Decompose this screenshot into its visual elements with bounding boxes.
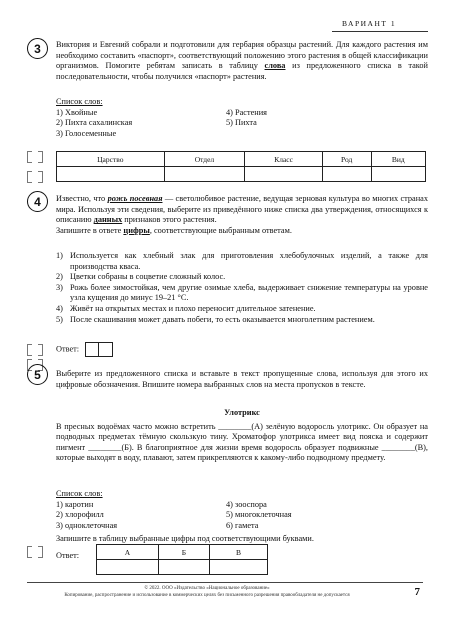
q4-answer-cell[interactable] [85, 342, 99, 357]
q5-answer-cell[interactable] [210, 560, 268, 575]
q5-word: 3) одноклеточная [56, 520, 118, 530]
q5-word-list [56, 489, 428, 531]
q3-text-part2: из предложенного списка в такой последовательности, чтобы получился «паспорт» растения. [56, 61, 428, 81]
q4-instruction-part2: , соответствующие выбранным ответам. [149, 225, 292, 235]
footer [27, 586, 387, 599]
q4-option-text: Рожь более зимостойкая, чем другие озимые хлеба, выдерживает снижение температуры на уровне узла кущения до минус 19–21 °С. [70, 282, 428, 303]
q5-word: 1) каротин [56, 499, 94, 509]
q4-option [56, 283, 428, 304]
q5-table-header: В [210, 545, 268, 560]
q4-term: рожь посевная [107, 194, 163, 203]
scoring-corner-mark [27, 344, 43, 354]
question-4-text [56, 194, 428, 236]
q3-table-header: Вид [371, 152, 426, 167]
question-4-number: 4 [27, 191, 48, 212]
q5-word: 6) гамета [226, 520, 259, 530]
q4-text-underlined: данных [93, 215, 123, 225]
q5-passage [56, 404, 428, 464]
question-3-number: 3 [27, 38, 48, 59]
q3-answer-table [56, 151, 426, 182]
variant-label: ВАРИАНТ 1 [332, 18, 428, 32]
q5-table-header: Б [158, 545, 209, 560]
q3-answer-cell[interactable] [164, 167, 245, 182]
scoring-corner-mark [27, 171, 43, 181]
q4-answer-label: Ответ: [56, 344, 80, 354]
q4-option [56, 251, 428, 272]
q4-text-part3: признаков этого растения. [124, 215, 217, 225]
q3-answer-cell[interactable] [322, 167, 371, 182]
q4-options-list [56, 251, 428, 325]
q3-word-list [56, 97, 428, 139]
scoring-corner-mark [27, 546, 43, 556]
q5-word: 5) многоклеточная [226, 510, 292, 520]
q5-word: 4) зооспора [226, 499, 267, 509]
q3-word: 1) Хвойные [56, 107, 98, 117]
q4-option-text: Цветки собраны в соцветие сложный колос. [70, 272, 226, 282]
footer-divider [27, 582, 423, 583]
question-5-intro: Выберите из предложенного списка и вставьте в текст пропущенные слова, используя для этого их цифровые обозначения. Впишите номера выбранных слов на места пропусков в тексте. [56, 369, 428, 389]
q5-word: 2) хлорофилл [56, 510, 104, 520]
q4-option [56, 315, 428, 326]
q4-option [56, 304, 428, 315]
scoring-corner-mark [27, 151, 43, 161]
q3-word: 4) Растения [226, 107, 267, 117]
q5-answer-table [96, 544, 268, 575]
q5-passage-text: В пресных водоёмах часто можно встретить ________(А) зелёную водоросль улотрикс. Он образует на подводных предметах тёмную скользкую тину. Хроматофор улотрикса имеет вид пояска и содержит пигмент ________(Б). В благоприятное для жизни время водоросль образует подвижные ________(В), которые выходят в воду, плавают, затем прикрепляются к какому-либо подводному предмету. [56, 421, 428, 463]
page-number: 7 [414, 586, 420, 598]
q4-answer-boxes[interactable] [85, 342, 113, 357]
q4-option-text: После скашивания может давать побеги, то есть оказывается многолетним растением. [70, 314, 375, 324]
q4-option-number: 4) [56, 303, 63, 313]
q3-text-part1: Виктория и Евгений собрали и подготовили для гербария образцы растений. Для каждого растения им необходимо составить «паспорт», соответствующий положению этого растения в общей классификации организмов. Помогите ребятам записать в таблицу [56, 40, 428, 71]
question-3-text [56, 40, 428, 82]
q3-word: 2) Пихта сахалинская [56, 118, 133, 128]
q4-option-text: Используется как хлебный злак для приготовления хлебобулочных изделий, а также для производства кваса. [70, 251, 428, 271]
q3-answer-cell[interactable] [57, 167, 165, 182]
q3-word: 5) Пихта [226, 118, 257, 128]
q4-option-number: 1) [56, 251, 63, 260]
q3-list-title: Список слов: [56, 97, 103, 106]
q3-answer-cell[interactable] [371, 167, 426, 182]
question-5-number: 5 [27, 364, 48, 385]
q5-table-note: Запишите в таблицу выбранные цифры под соответствующими буквами. [56, 534, 314, 543]
q4-text-part2: — светолюбивое растение, ведущая зерновая культура во многих странах мира. Используя эти сведения, выберите из приведённого ниже списка два утверждения, относящихся к описанию [56, 194, 428, 225]
q3-answer-cell[interactable] [245, 167, 323, 182]
q4-answer-row [56, 342, 428, 357]
q3-table-header: Класс [245, 152, 323, 167]
footer-notice: Копирование, распространение и использование в коммерческих целях без письменного разрешения правообладателя не допускается [64, 592, 350, 598]
q5-table-header: А [97, 545, 159, 560]
footer-copyright: © 2022. ООО «Издательство «Национальное образование» [144, 586, 270, 591]
q5-list-title: Список слов: [56, 489, 103, 498]
q4-option [56, 272, 428, 283]
q3-table-header: Царство [57, 152, 165, 167]
q4-option-number: 5) [56, 314, 63, 324]
q4-option-text: Живёт на открытых местах и плохо переносит длительное затенение. [70, 303, 316, 313]
q4-text-part1: Известно, что [56, 194, 106, 203]
q3-text-underlined: слова [264, 61, 286, 71]
q4-option-number: 2) [56, 272, 63, 282]
q5-answer-cell[interactable] [97, 560, 159, 575]
q4-answer-cell[interactable] [99, 342, 113, 357]
q4-instruction-part1: Запишите в ответе [56, 225, 122, 235]
q3-word: 3) Голосеменные [56, 128, 117, 138]
q3-table-header: Отдел [164, 152, 245, 167]
q5-answer-cell[interactable] [158, 560, 209, 575]
q4-instruction-bold: цифры [123, 225, 150, 235]
q5-answer-label: Ответ: [56, 551, 80, 560]
q5-title: Улотрикс [224, 408, 260, 417]
q4-option-number: 3) [56, 282, 63, 292]
q3-table-header: Род [322, 152, 371, 167]
